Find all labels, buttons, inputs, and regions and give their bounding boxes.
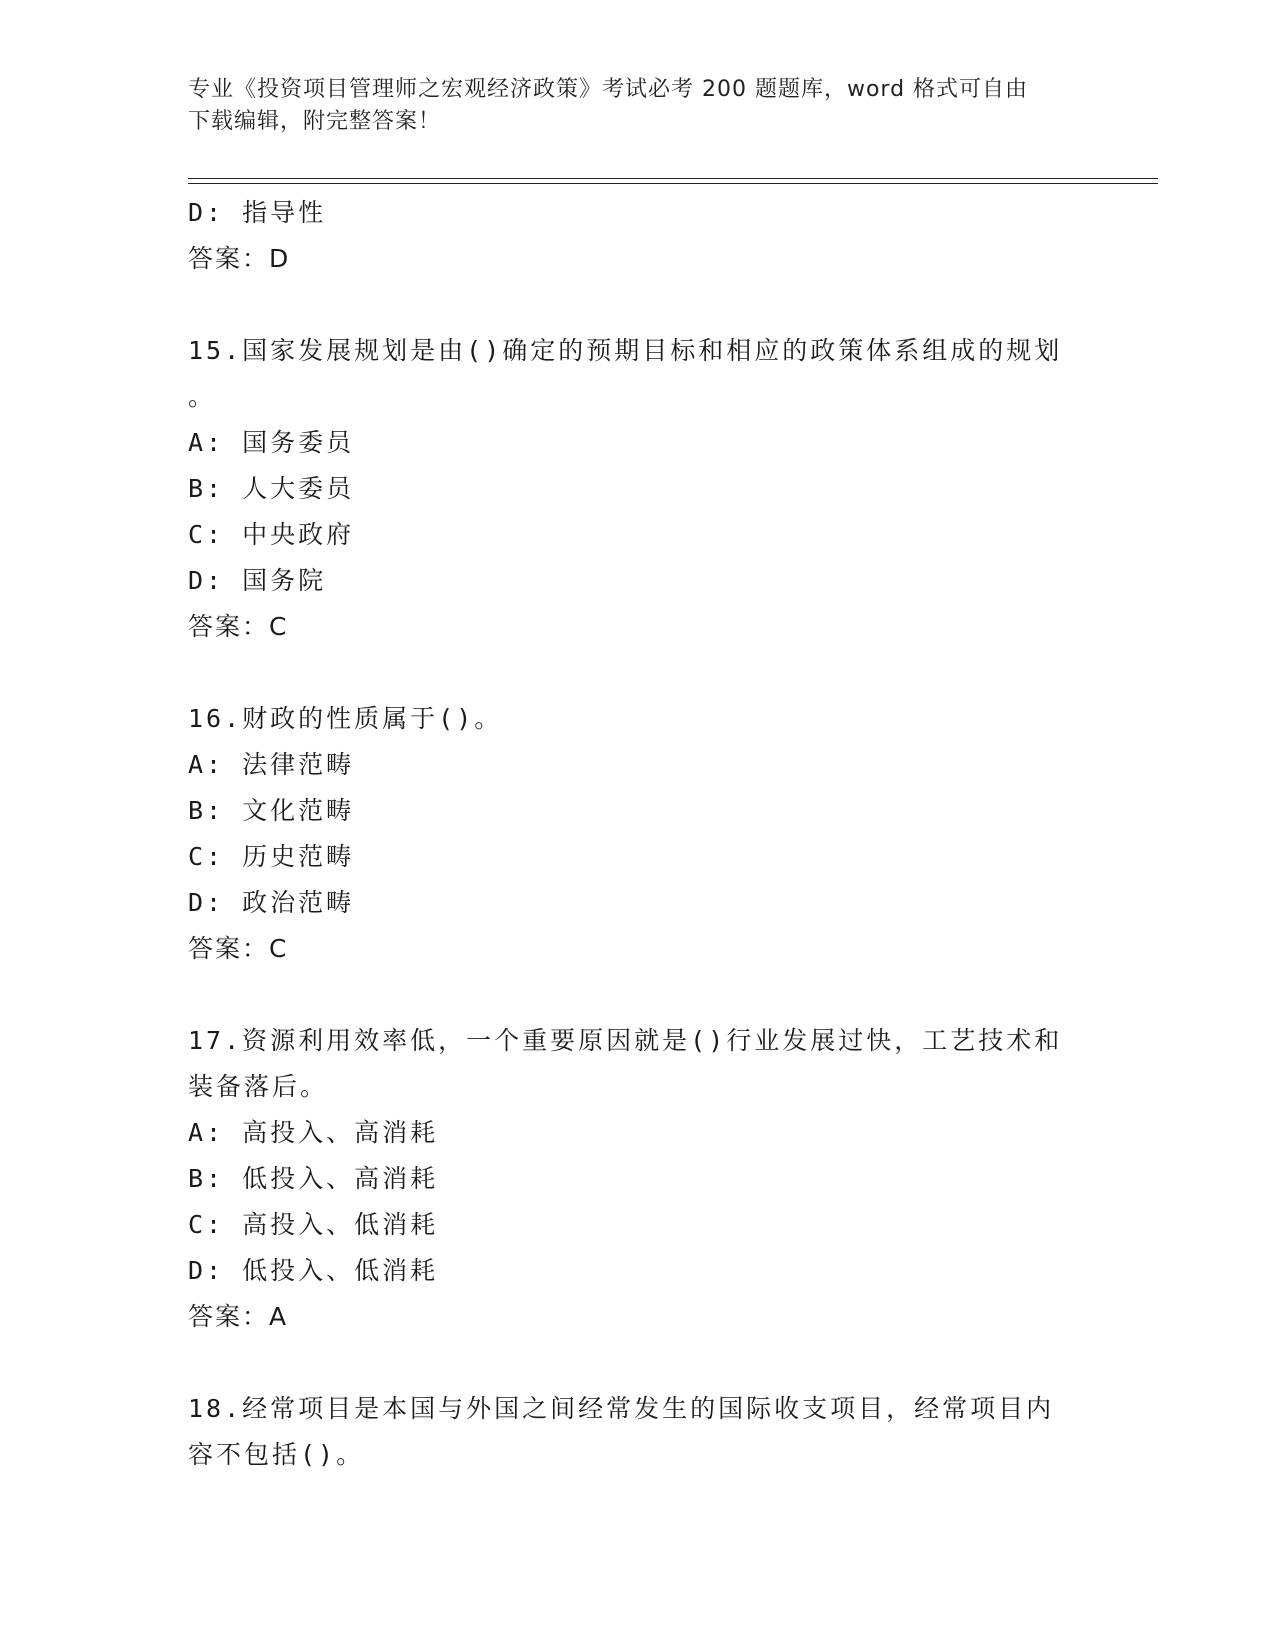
option-d: D: 政治范畴 [188,888,355,917]
option-b: B: 文化范畴 [188,796,355,825]
question-16 [188,696,1088,972]
option-c: C: 历史范畴 [188,842,355,871]
option-b: B: 低投入、高消耗 [188,1164,439,1193]
answer: 答案：A [188,1302,289,1331]
answer: 答案：C [188,934,289,963]
answer: 答案：C [188,612,289,641]
option-d: D: 国务院 [188,566,327,595]
document-header [188,74,1088,138]
question-text-continued: 装备落后。 [188,1072,329,1101]
question-text: 15.国家发展规划是由()确定的预期目标和相应的政策体系组成的规划 [188,336,1063,365]
question-text-continued: 容不包括()。 [188,1440,365,1469]
header-line-2: 下载编辑，附完整答案！ [188,109,442,134]
spacer [188,1340,1088,1386]
spacer [188,650,1088,696]
option-d: D: 低投入、低消耗 [188,1256,439,1285]
option-b: B: 人大委员 [188,474,355,503]
question-text: 18.经常项目是本国与外国之间经常发生的国际收支项目，经常项目内 [188,1394,1055,1423]
question-text-continued: 。 [188,382,217,411]
question-15 [188,328,1088,650]
header-divider-top [188,178,1158,179]
question-list [188,190,1088,1478]
option-a: A: 法律范畴 [188,750,355,779]
option-a: A: 高投入、高消耗 [188,1118,439,1147]
question-17 [188,1018,1088,1340]
question-text: 16.财政的性质属于()。 [188,704,503,733]
spacer [188,972,1088,1018]
option-d: D: 指导性 [188,198,327,227]
header-line-1: 专业《投资项目管理师之宏观经济政策》考试必考 200 题题库，word 格式可自由 [188,77,1029,102]
spacer [188,282,1088,328]
question-text: 17.资源利用效率低，一个重要原因就是()行业发展过快，工艺技术和 [188,1026,1063,1055]
question-18 [188,1386,1088,1478]
option-c: C: 中央政府 [188,520,355,549]
option-c: C: 高投入、低消耗 [188,1210,439,1239]
header-divider-bottom [188,183,1158,184]
answer: 答案：D [188,244,291,273]
option-a: A: 国务委员 [188,428,355,457]
